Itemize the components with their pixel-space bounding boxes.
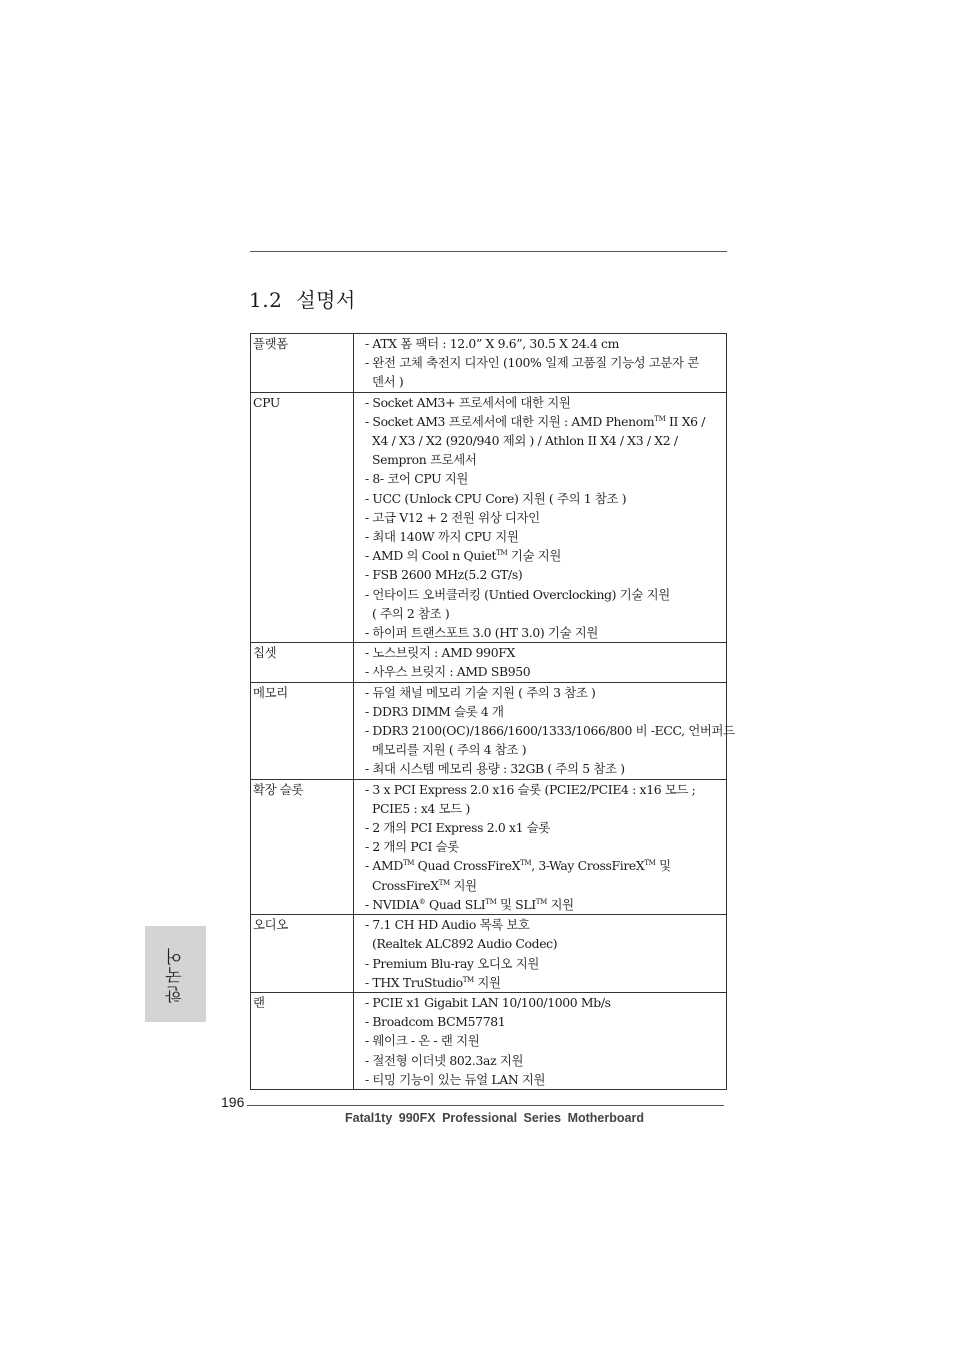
spec-line: - 웨이크 - 온 - 랜 지원	[365, 1033, 480, 1049]
spec-line: - 하이퍼 트랜스포트 3.0 (HT 3.0) 기술 지원	[365, 625, 599, 641]
spec-line: - 최대 시스템 메모리 용량 : 32GB ( 주의 5 참조 )	[365, 761, 625, 777]
section-title: 설명서	[296, 288, 356, 312]
spec-line: 메모리를 지원 ( 주의 4 참조 )	[372, 742, 527, 758]
spec-line: - 완전 고체 축전지 디자인 (100% 일제 고품질 기능성 고분자 콘	[365, 355, 699, 371]
trademark-mark: ®	[418, 897, 426, 906]
language-label: 한국어	[166, 945, 186, 1003]
trademark-mark: TM	[654, 414, 666, 423]
spec-line: - FSB 2600 MHz(5.2 GT/s)	[365, 567, 523, 583]
spec-line: - PCIE x1 Gigabit LAN 10/100/1000 Mb/s	[365, 994, 611, 1010]
footer-rule	[247, 1105, 724, 1106]
spec-value	[354, 915, 727, 993]
spec-label: 칩셋	[251, 643, 354, 682]
spec-line: - Broadcom BCM57781	[365, 1014, 506, 1030]
spec-line: - THX TruStudio™ 지원	[365, 974, 501, 990]
spec-line: - DDR3 2100(OC)/1866/1600/1333/1066/800 비 -ECC, 언버퍼드	[365, 723, 735, 739]
spec-line: - 절전형 이더넷 802.3az 지원	[365, 1052, 524, 1068]
footer-title: Fatal1ty 990FX Professional Series Motherboard	[345, 1111, 644, 1125]
spec-line: - UCC (Unlock CPU Core) 지원 ( 주의 1 참조 )	[365, 490, 627, 506]
language-side-tab	[145, 926, 206, 1022]
spec-line: - AMD™ Quad CrossFireX™, 3-Way CrossFireX™ 및	[365, 858, 671, 874]
spec-label: 확장 슬롯	[251, 779, 354, 914]
page-number: 196	[221, 1094, 245, 1110]
spec-row	[251, 643, 727, 682]
header-rule	[250, 251, 727, 252]
spec-line: - 언타이드 오버클러킹 (Untied Overclocking) 기술 지원	[365, 586, 670, 602]
specifications-table	[250, 333, 735, 1090]
spec-line: - AMD 의 Cool n Quiet™ 기술 지원	[365, 548, 561, 564]
spec-value	[354, 643, 727, 682]
spec-row	[251, 915, 727, 993]
spec-line: - 듀얼 채널 메모리 기술 지원 ( 주의 3 참조 )	[365, 684, 596, 700]
section-heading	[249, 284, 356, 313]
spec-value	[354, 992, 727, 1089]
spec-line: - Socket AM3 프로세서에 대한 지원 : AMD Phenom™ II X6 /	[365, 413, 706, 429]
trademark-mark: TM	[644, 859, 656, 868]
spec-label: 플랫폼	[251, 334, 354, 393]
spec-line: CrossFireX™ 지원	[372, 877, 477, 893]
trademark-mark: TM	[402, 859, 415, 868]
spec-row	[251, 334, 727, 393]
spec-row	[251, 992, 727, 1089]
spec-line: 덴서 )	[372, 374, 404, 390]
spec-label: CPU	[251, 392, 354, 643]
spec-label: 오디오	[251, 915, 354, 993]
trademark-mark: TM	[520, 859, 532, 868]
spec-line: - Socket AM3+ 프로세서에 대한 지원	[365, 394, 571, 410]
spec-row	[251, 392, 727, 643]
spec-row	[251, 779, 727, 914]
section-number: 1.2	[249, 288, 283, 312]
spec-line: - 2 개의 PCI 슬롯	[365, 839, 459, 855]
trademark-mark: TM	[438, 878, 450, 887]
spec-line: - 8- 코어 CPU 지원	[365, 471, 469, 487]
spec-line: - 7.1 CH HD Audio 목록 보호	[365, 917, 530, 933]
spec-value	[354, 392, 727, 643]
spec-line: - 최대 140W 까지 CPU 지원	[365, 529, 519, 545]
spec-label: 메모리	[251, 682, 354, 779]
spec-line: - Premium Blu-ray 오디오 지원	[365, 955, 539, 971]
spec-line: - 사우스 브릿지 : AMD SB950	[365, 664, 531, 680]
spec-value	[354, 682, 735, 779]
spec-line: (Realtek ALC892 Audio Codec)	[372, 936, 558, 952]
spec-value	[354, 779, 727, 914]
spec-line: Sempron 프로세서	[372, 452, 477, 468]
spec-value	[354, 334, 727, 393]
spec-label: 랜	[251, 992, 354, 1089]
spec-line: ( 주의 2 참조 )	[372, 605, 450, 621]
spec-row	[251, 682, 727, 779]
spec-line: - 노스브릿지 : AMD 990FX	[365, 645, 515, 661]
spec-line: X4 / X3 / X2 (920/940 제외 ) / Athlon II X4 / X3 / X2 /	[372, 433, 678, 449]
spec-line: - DDR3 DIMM 슬롯 4 개	[365, 703, 504, 719]
spec-line: - NVIDIA® Quad SLI™ 및 SLI™ 지원	[365, 896, 574, 912]
spec-line: - 티밍 기능이 있는 듀얼 LAN 지원	[365, 1071, 546, 1087]
trademark-mark: TM	[496, 549, 508, 558]
trademark-mark: TM	[462, 975, 474, 984]
trademark-mark: TM	[535, 897, 547, 906]
spec-line: PCIE5 : x4 모드 )	[372, 800, 470, 816]
trademark-mark: TM	[485, 897, 497, 906]
spec-line: - ATX 폼 팩터 : 12.0” X 9.6”, 30.5 X 24.4 cm	[365, 336, 620, 351]
spec-line: - 고급 V12 + 2 전원 위상 디자인	[365, 509, 540, 525]
spec-line: - 2 개의 PCI Express 2.0 x1 슬롯	[365, 820, 550, 836]
spec-line: - 3 x PCI Express 2.0 x16 슬롯 (PCIE2/PCIE4 : x16 모드 ;	[365, 781, 696, 797]
